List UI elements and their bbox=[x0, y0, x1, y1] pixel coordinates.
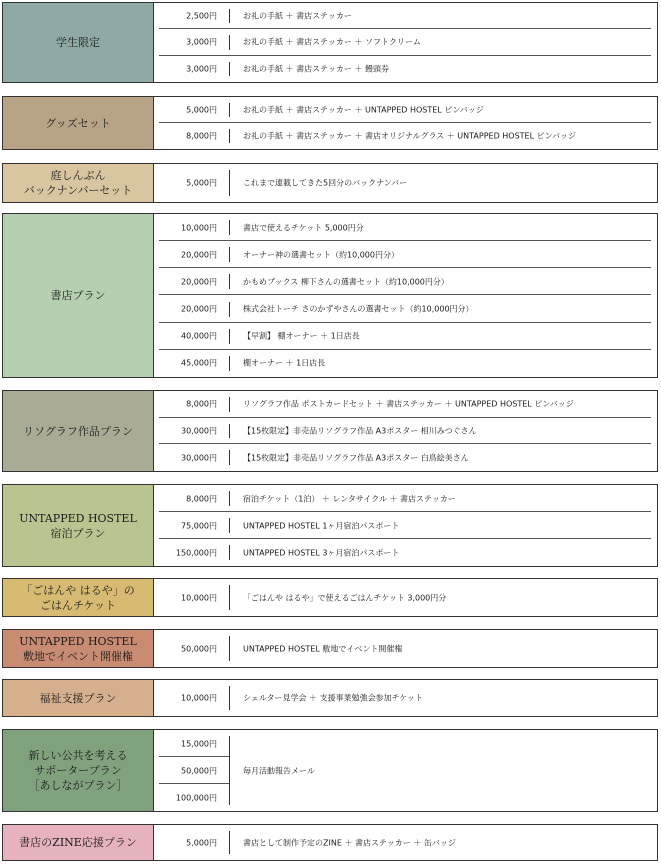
column-divider bbox=[229, 35, 230, 49]
plan-price: 3,000円 bbox=[186, 37, 217, 47]
column-divider bbox=[229, 129, 230, 143]
plan-description: UNTAPPED HOSTEL 3ヶ月宿泊パスポート bbox=[243, 548, 400, 557]
plan-block bbox=[2, 2, 658, 83]
plan-description: 宿泊チケット（1泊） ＋ レンタサイクル ＋ 書店ステッカー bbox=[243, 494, 456, 503]
plan-description: UNTAPPED HOSTEL 1ヶ月宿泊パスポート bbox=[243, 521, 400, 530]
plan-row bbox=[153, 418, 657, 445]
plan-description: 株式会社トーチ さのかずやさんの選書セット（約10,000円分） bbox=[243, 304, 474, 314]
column-divider bbox=[229, 302, 230, 317]
column-divider bbox=[229, 329, 230, 344]
column-divider bbox=[229, 518, 230, 533]
plan-description: 【早割】 棚オーナー ＋ 1日店長 bbox=[243, 331, 360, 341]
plan-price: 150,000円 bbox=[175, 548, 217, 557]
plan-price: 75,000円 bbox=[181, 521, 217, 530]
plan-description: 棚オーナー ＋ 1日店長 bbox=[243, 358, 326, 368]
plan-price: 30,000円 bbox=[181, 426, 217, 436]
column-divider bbox=[229, 103, 230, 117]
plan-price: 50,000円 bbox=[181, 644, 217, 653]
plan-price: 30,000円 bbox=[181, 453, 217, 463]
plan-description: お礼の手紙 ＋ 書店ステッカー bbox=[243, 11, 352, 21]
plan-row bbox=[153, 757, 229, 784]
plan-description: UNTAPPED HOSTEL 敷地でイベント開催権 bbox=[243, 644, 403, 653]
plan-row bbox=[153, 784, 229, 811]
plan-label: 庭しんぶん バックナンバーセット bbox=[3, 164, 154, 202]
plan-description: 【15枚限定】非売品リソグラフ作品 A3ポスター 白鳥絵美さん bbox=[243, 453, 469, 463]
plan-row bbox=[153, 164, 657, 202]
column-divider bbox=[229, 247, 230, 262]
plan-label: UNTAPPED HOSTEL 敷地でイベント開催権 bbox=[3, 630, 154, 667]
plan-block bbox=[2, 96, 658, 150]
plan-description: 書店で使えるチケット 5,000円分 bbox=[243, 223, 364, 233]
plan-price: 5,000円 bbox=[186, 105, 217, 115]
plan-row bbox=[153, 444, 657, 471]
plan-label: 「ごはんや はるや」の ごはんチケット bbox=[3, 579, 154, 616]
plan-row bbox=[153, 579, 657, 616]
plan-description: 毎月活動報告メール bbox=[243, 766, 315, 775]
plan-row bbox=[153, 485, 657, 512]
plan-price: 100,000円 bbox=[175, 793, 217, 802]
column-divider bbox=[229, 220, 230, 235]
plan-block bbox=[2, 163, 658, 203]
plan-description: 「ごはんや はるや」で使えるごはんチケット 3,000円分 bbox=[243, 593, 447, 602]
plan-row bbox=[153, 97, 657, 123]
column-divider bbox=[229, 274, 230, 289]
column-divider bbox=[229, 736, 230, 805]
plan-description: 【15枚限定】非売品リソグラフ作品 A3ポスター 相川みつぐさん bbox=[243, 426, 477, 436]
plan-block bbox=[2, 578, 658, 617]
plan-row bbox=[153, 3, 657, 29]
column-divider bbox=[229, 585, 230, 610]
plan-row bbox=[153, 241, 657, 268]
plan-price: 50,000円 bbox=[181, 766, 217, 775]
plan-row bbox=[153, 512, 657, 539]
plan-row bbox=[153, 323, 657, 350]
plan-price: 40,000円 bbox=[181, 331, 217, 341]
plan-price: 8,000円 bbox=[186, 494, 217, 503]
plan-description: お礼の手紙 ＋ 書店ステッカー ＋ 饅頭券 bbox=[243, 64, 390, 74]
plan-block bbox=[2, 824, 658, 861]
plan-label: 書店のZINE応援プラン bbox=[3, 825, 154, 860]
plan-label: 書店プラン bbox=[3, 214, 154, 377]
column-divider bbox=[229, 170, 230, 196]
plan-price: 20,000円 bbox=[181, 277, 217, 287]
column-divider bbox=[229, 62, 230, 76]
plan-price: 8,000円 bbox=[186, 399, 217, 409]
column-divider bbox=[229, 491, 230, 506]
column-divider bbox=[229, 831, 230, 854]
plan-row bbox=[153, 214, 657, 241]
plan-price: 5,000円 bbox=[186, 838, 217, 847]
plan-row bbox=[153, 350, 657, 377]
plan-label: グッズセット bbox=[3, 97, 154, 149]
plan-block bbox=[2, 390, 658, 472]
column-divider bbox=[229, 9, 230, 23]
plan-row bbox=[153, 296, 657, 323]
plan-row bbox=[153, 730, 229, 757]
plan-description: オーナー神の選書セット（約10,000円分） bbox=[243, 250, 399, 260]
plan-price: 20,000円 bbox=[181, 250, 217, 260]
plan-row bbox=[153, 123, 657, 149]
plan-block bbox=[2, 484, 658, 567]
plan-price: 15,000円 bbox=[181, 739, 217, 748]
column-divider bbox=[229, 397, 230, 412]
plan-label: UNTAPPED HOSTEL 宿泊プラン bbox=[3, 485, 154, 566]
plan-row bbox=[153, 268, 657, 295]
column-divider bbox=[229, 686, 230, 710]
plan-label: 学生限定 bbox=[3, 3, 154, 82]
plan-description: 書店として制作予定のZINE ＋ 書店ステッカー ＋ 缶バッジ bbox=[243, 838, 456, 847]
plan-label: 新しい公共を考える サポータープラン ［あしながプラン］ bbox=[3, 730, 154, 811]
plan-block bbox=[2, 629, 658, 668]
column-divider bbox=[229, 356, 230, 371]
plan-price: 3,000円 bbox=[186, 64, 217, 74]
plan-description: お礼の手紙 ＋ 書店ステッカー ＋ UNTAPPED HOSTEL ピンバッジ bbox=[243, 105, 484, 115]
plan-description: これまで連載してきた5回分のバックナンバー bbox=[243, 178, 408, 188]
plan-price: 8,000円 bbox=[186, 131, 217, 141]
plan-label: 福祉支援プラン bbox=[3, 680, 154, 716]
plan-row bbox=[153, 56, 657, 82]
plan-price: 2,500円 bbox=[186, 11, 217, 21]
plan-price: 10,000円 bbox=[181, 593, 217, 602]
plan-price: 5,000円 bbox=[186, 178, 217, 188]
plan-description: お礼の手紙 ＋ 書店ステッカー ＋ ソフトクリーム bbox=[243, 37, 421, 47]
plan-description: お礼の手紙 ＋ 書店ステッカー ＋ 書店オリジナルグラス ＋ UNTAPPED HOSTEL ピンバッジ bbox=[243, 131, 577, 141]
column-divider bbox=[229, 424, 230, 439]
plan-block bbox=[2, 729, 658, 812]
plan-price: 20,000円 bbox=[181, 304, 217, 314]
plan-price: 10,000円 bbox=[181, 223, 217, 233]
plan-block bbox=[2, 213, 658, 378]
plan-row bbox=[153, 539, 657, 566]
plan-description: かもめブックス 柳下さんの選書セット（約10,000円分） bbox=[243, 277, 449, 287]
column-divider bbox=[229, 636, 230, 661]
plan-row bbox=[153, 825, 657, 860]
plan-description: リソグラフ作品 ポストカードセット ＋ 書店ステッカー ＋ UNTAPPED HOSTEL ピンバッジ bbox=[243, 399, 574, 409]
plan-description: シェルター見学会 ＋ 支援事業勉強会参加チケット bbox=[243, 693, 423, 703]
plan-row bbox=[153, 630, 657, 667]
plan-price: 45,000円 bbox=[181, 358, 217, 368]
plan-row bbox=[153, 391, 657, 418]
column-divider bbox=[229, 450, 230, 465]
plan-price: 10,000円 bbox=[181, 693, 217, 703]
plan-label: リソグラフ作品プラン bbox=[3, 391, 154, 471]
plan-block bbox=[2, 679, 658, 717]
plan-row bbox=[153, 29, 657, 55]
plan-row bbox=[153, 680, 657, 716]
column-divider bbox=[229, 545, 230, 560]
